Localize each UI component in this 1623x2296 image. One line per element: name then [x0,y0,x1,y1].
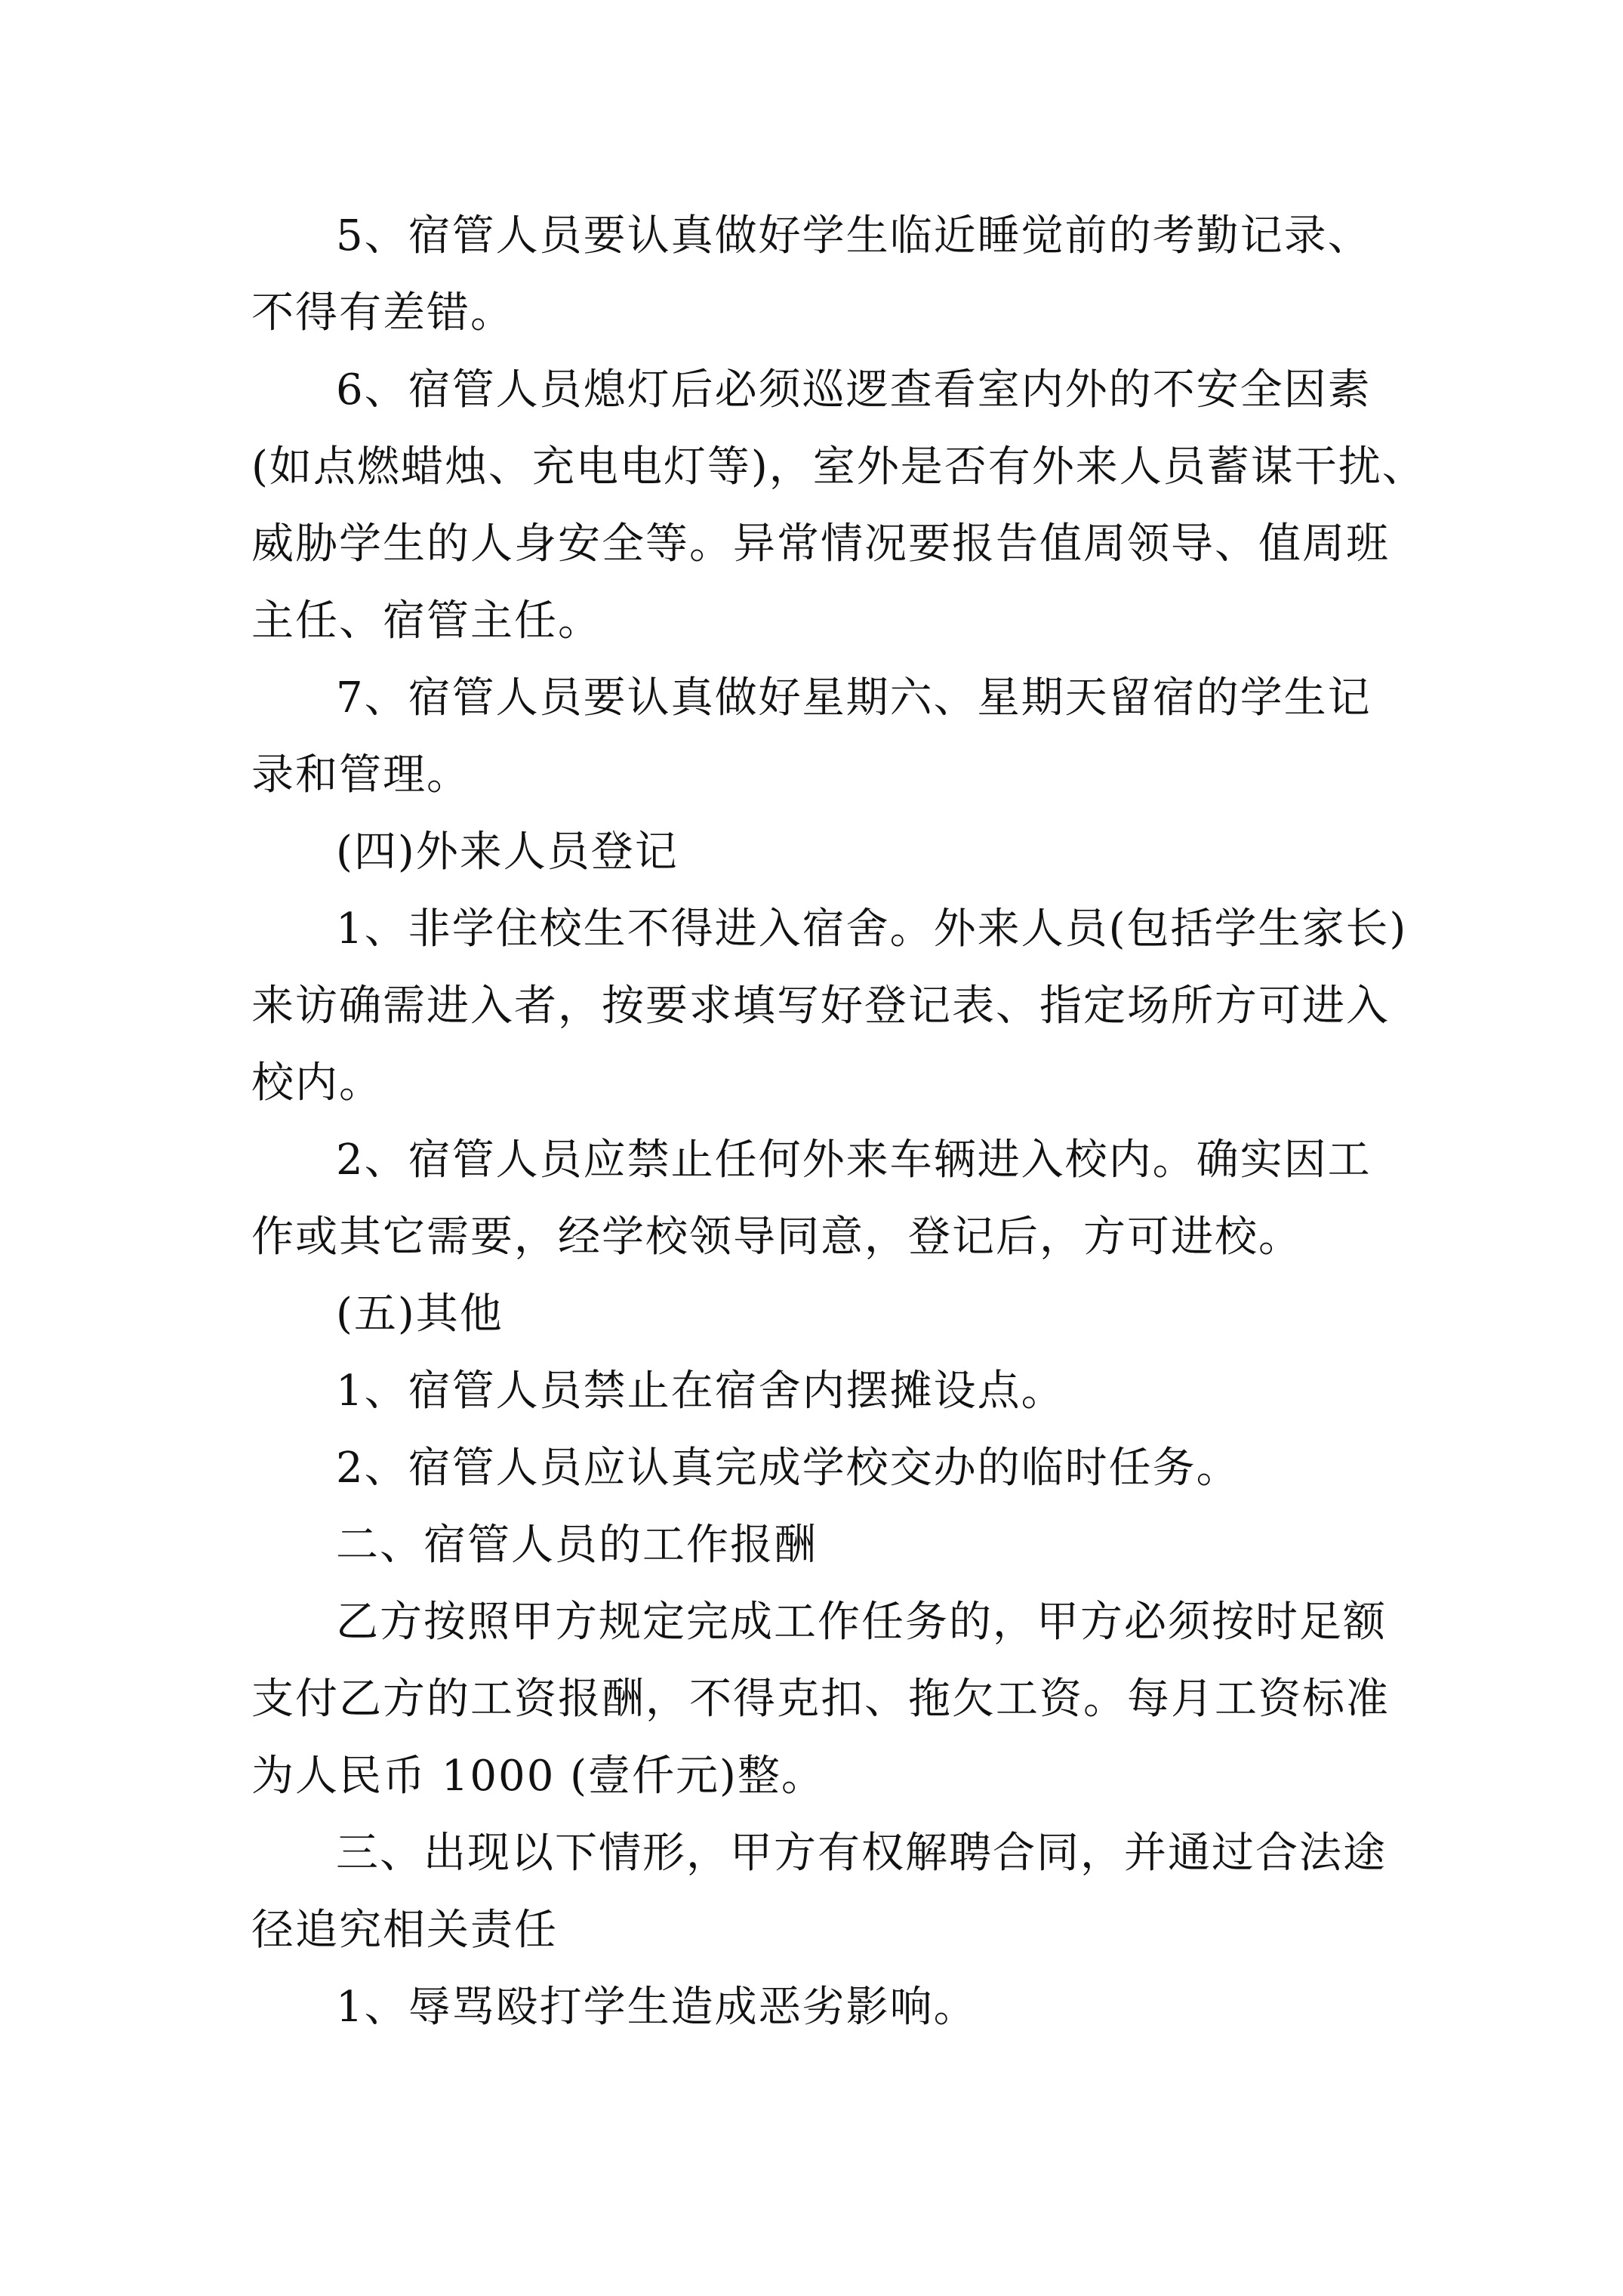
paragraph-line: 不得有差错。 [251,288,514,337]
paragraph-line: 作或其它需要，经学校领导同意，登记后，方可进校。 [251,1213,1302,1262]
paragraph-line: (如点燃蜡烛、充电电灯等)，室外是否有外来人员蓄谋干扰、 [251,442,1426,492]
paragraph-line: 2、宿管人员应认真完成学校交办的临时任务。 [336,1444,1240,1493]
section-heading-termination [251,1815,1393,1969]
paragraph-line: 主任、宿管主任。 [251,596,602,646]
paragraph-line: 5、宿管人员要认真做好学生临近睡觉前的考勤记录、 [336,211,1372,260]
paragraph-line: 录和管理。 [251,750,470,800]
paragraph-abuse-clause [251,1969,1393,2046]
paragraph-line: 来访确需进入者，按要求填写好登记表、指定场所方可进入 [251,982,1390,1031]
paragraph-no-stalls [251,1353,1393,1430]
section-heading: 二、宿管人员的工作报酬 [336,1521,818,1570]
paragraph-line: 7、宿管人员要认真做好星期六、星期天留宿的学生记 [336,673,1372,723]
paragraph-visitor-entry [251,891,1408,1122]
paragraph-line: 威胁学生的人身安全等。异常情况要报告值周领导、值周班 [251,519,1390,569]
section-heading-visitor-registration [251,814,1393,891]
paragraph-line: 支付乙方的工资报酬，不得克扣、拖欠工资。每月工资标准 [251,1675,1390,1724]
paragraph-line: 6、宿管人员熄灯后必须巡逻查看室内外的不安全因素 [336,365,1372,415]
paragraph-line: 2、宿管人员应禁止任何外来车辆进入校内。确实因工 [336,1136,1372,1185]
paragraph-line: 1、辱骂殴打学生造成恶劣影响。 [336,1983,978,2032]
paragraph-line: 乙方按照甲方规定完成工作任务的，甲方必须按时足额 [336,1598,1387,1647]
section-heading: (四)外来人员登记 [336,827,679,877]
section-heading: 三、出现以下情形，甲方有权解聘合同，并通过合法途 [336,1829,1387,1878]
section-heading-remuneration [251,1507,1393,1584]
paragraph-attendance-record [251,198,1393,352]
paragraph-line: 校内。 [251,1059,383,1108]
paragraph-salary [251,1584,1393,1815]
document-body [251,198,1426,2046]
paragraph-line: 为人民币 1000 (壹仟元)整。 [251,1752,825,1801]
section-heading: 径追究相关责任 [251,1906,558,1955]
section-heading: (五)其他 [336,1290,504,1339]
paragraph-line: 1、非学住校生不得进入宿舍。外来人员(包括学生家长) [336,905,1408,954]
paragraph-weekend-stay [251,660,1393,814]
section-heading-other [251,1276,1393,1353]
paragraph-night-patrol [251,352,1426,660]
paragraph-line: 1、宿管人员禁止在宿舍内摆摊设点。 [336,1367,1065,1416]
paragraph-temporary-tasks [251,1430,1393,1507]
paragraph-vehicle-entry [251,1122,1393,1276]
